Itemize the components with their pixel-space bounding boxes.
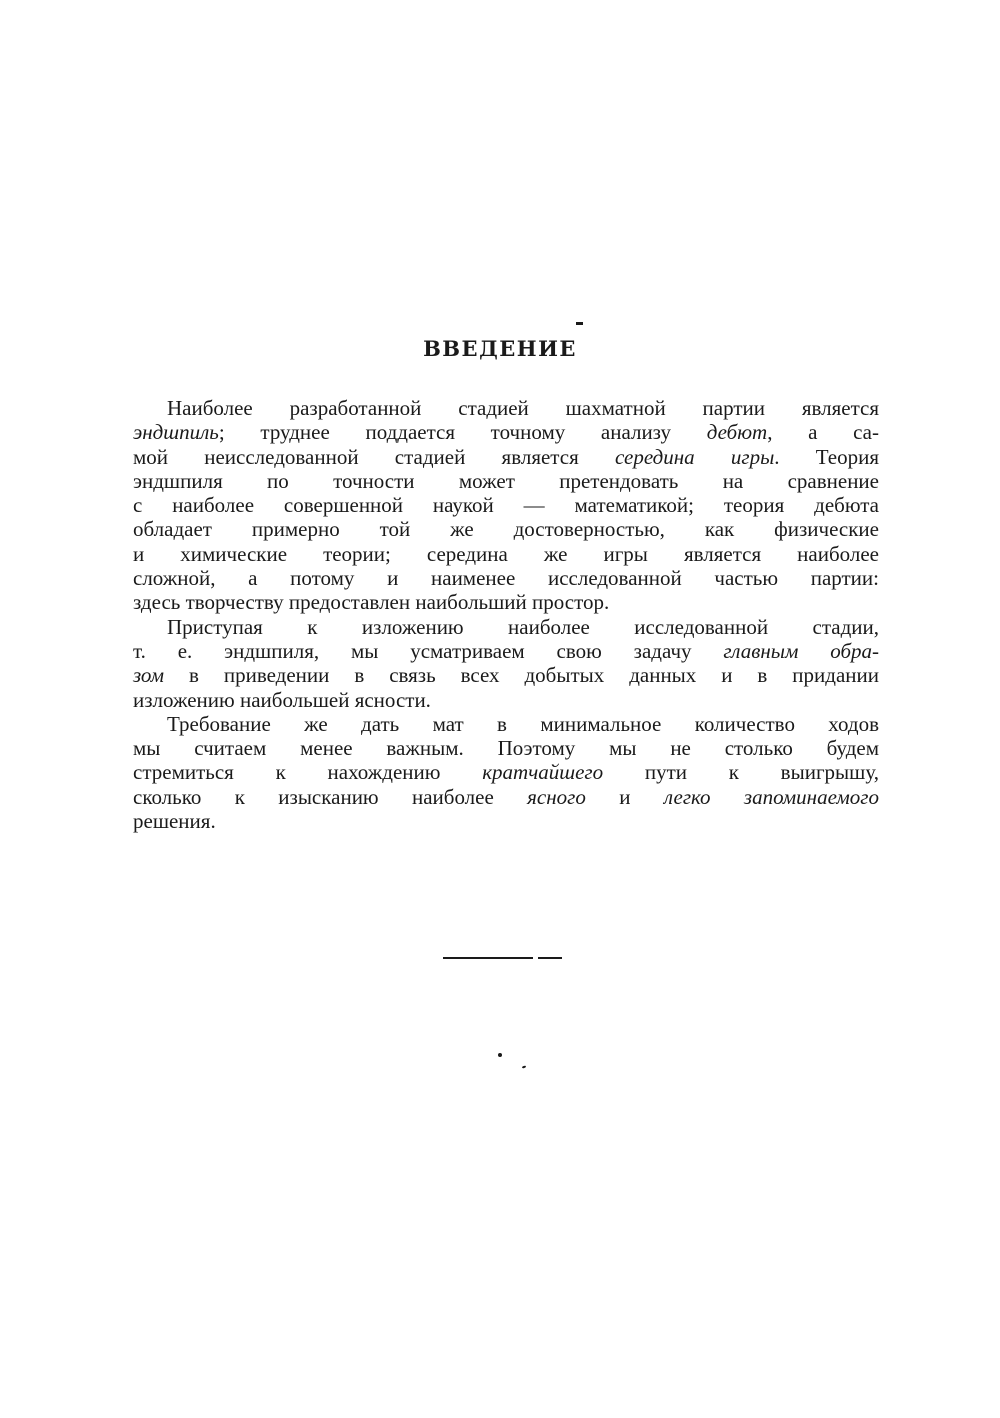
text-segment: эндшпиля по точности может претендовать на сравнение <box>133 468 879 493</box>
text-segment: с наиболее совершенной наукой — математикой; теория дебюта <box>133 493 879 518</box>
text-segment: решения. <box>133 809 216 834</box>
text-segment: мы считаем менее важным. Поэтому мы не столько будем <box>133 736 879 761</box>
text-segment: Приступая к изложению наиболее исследованной стадии, <box>167 614 879 639</box>
text-line <box>133 542 879 566</box>
emphasized-term: главным обра- <box>723 638 879 663</box>
emphasized-term: середина игры <box>614 444 775 469</box>
text-line <box>133 760 879 784</box>
text-line <box>133 445 879 469</box>
text-segment: мой неисследованной стадией является <box>133 444 615 469</box>
text-segment: т. е. эндшпиля, мы усматриваем свою задачу <box>133 638 724 663</box>
emphasized-term: ясного <box>527 784 586 809</box>
text-line <box>133 590 879 614</box>
text-line <box>133 493 879 517</box>
text-line <box>133 396 879 420</box>
text-segment: стремиться к нахождению <box>133 760 483 785</box>
ink-speck <box>522 1065 526 1068</box>
text-segment: здесь творчеству предоставлен наибольший простор. <box>133 590 610 615</box>
text-segment: пути к выигрышу, <box>603 760 879 785</box>
text-segment: и химические теории; середина же игры является наиболее <box>133 541 879 566</box>
text-line <box>133 615 879 639</box>
introduction-text <box>133 396 879 833</box>
paragraph <box>133 396 879 615</box>
emphasized-term: кратчайшего <box>482 760 604 785</box>
text-line <box>133 688 879 712</box>
text-line <box>133 517 879 541</box>
section-end-rule-tail <box>538 957 562 959</box>
text-line <box>133 639 879 663</box>
text-line <box>133 420 879 444</box>
emphasized-term: дебют <box>706 420 768 445</box>
text-segment: обладает примерно той же достоверностью, как физические <box>133 517 879 542</box>
text-segment: . Теория <box>774 444 880 469</box>
ink-speck <box>498 1053 502 1057</box>
text-segment: и <box>585 784 664 809</box>
text-segment: изложению наибольшей ясности. <box>133 687 431 712</box>
page-title: ВВЕДЕНИЕ <box>423 336 577 361</box>
paragraph <box>133 615 879 712</box>
text-line <box>133 785 879 809</box>
text-segment: ; труднее поддается точному анализу <box>218 420 707 445</box>
text-line <box>133 566 879 590</box>
text-line <box>133 712 879 736</box>
text-segment: сколько к изысканию наиболее <box>133 784 528 809</box>
text-segment: Наиболее разработанной стадией шахматной партии является <box>167 396 879 420</box>
text-line <box>133 736 879 760</box>
emphasized-term: эндшпиль <box>133 420 219 445</box>
emphasized-term: зом <box>133 663 165 688</box>
text-segment: , а са- <box>767 420 879 445</box>
paragraph <box>133 712 879 833</box>
text-line <box>133 469 879 493</box>
text-segment: сложной, а потому и наименее исследованной частью партии: <box>133 566 879 591</box>
emphasized-term: легко запоминаемого <box>663 784 879 809</box>
text-segment: Требование же дать мат в минимальное количество ходов <box>167 711 879 736</box>
text-line <box>133 663 879 687</box>
text-line <box>133 809 879 833</box>
section-end-rule <box>443 957 533 959</box>
ink-mark <box>576 322 583 325</box>
text-segment: в приведении в связь всех добытых данных и в придании <box>164 663 879 688</box>
